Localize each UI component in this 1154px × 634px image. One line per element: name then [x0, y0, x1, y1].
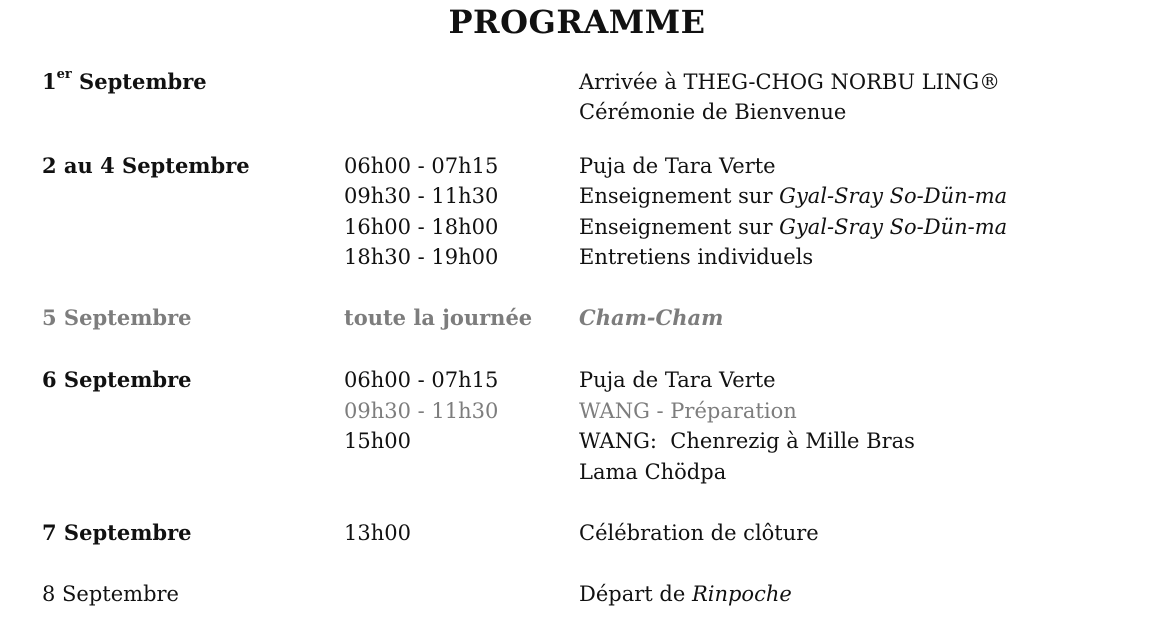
- time-day5: 13h00: [344, 521, 411, 545]
- date-day6: 8 Septembre: [42, 582, 179, 606]
- date-day1: [42, 67, 207, 97]
- activity-day1-1: Arrivée à THEG-CHOG NORBU LING®: [579, 70, 1001, 94]
- time-day4-3: 15h00: [344, 429, 411, 453]
- activity-day6-name: Rinpoche: [691, 582, 792, 606]
- activity-day6: [579, 579, 792, 609]
- date-day4: 6 Septembre: [42, 367, 192, 392]
- activity-day2-3-text: Enseignement sur: [579, 215, 780, 239]
- date-day2: 2 au 4 Septembre: [42, 153, 250, 178]
- activity-day2-1: Puja de Tara Verte: [579, 154, 776, 178]
- activity-day2-4: Entretiens individuels: [579, 245, 814, 269]
- activity-day4-4: Lama Chödpa: [579, 460, 727, 484]
- page-title: PROGRAMME: [448, 3, 706, 41]
- activity-day2-2-text: Enseignement sur: [579, 184, 780, 208]
- activity-day2-3-title: Gyal-Sray So-Dün-ma: [779, 215, 1008, 239]
- activity-day5: Célébration de clôture: [579, 521, 819, 545]
- activity-day1-2: Cérémonie de Bienvenue: [579, 100, 847, 124]
- date-day1-num: 1: [42, 69, 57, 94]
- time-day2-2: 09h30 - 11h30: [344, 184, 499, 208]
- activity-day2-2: [579, 181, 1007, 211]
- activity-day2-2-title: Gyal-Sray So-Dün-ma: [779, 184, 1008, 208]
- activity-day4-3: WANG: Chenrezig à Mille Bras: [579, 429, 915, 453]
- time-day4-1: 06h00 - 07h15: [344, 368, 499, 392]
- time-day2-4: 18h30 - 19h00: [344, 245, 499, 269]
- activity-day3: [579, 303, 723, 333]
- activity-day2-3: [579, 212, 1007, 242]
- activity-day3-title: Cham-Cham: [579, 305, 724, 330]
- date-day3: 5 Septembre: [42, 305, 192, 330]
- date-day5: 7 Septembre: [42, 520, 192, 545]
- time-day3: toute la journée: [344, 305, 533, 330]
- time-day4-2: 09h30 - 11h30: [344, 399, 499, 423]
- activity-day6-text: Départ de: [579, 582, 692, 606]
- date-day1-month: Septembre: [71, 69, 207, 94]
- time-day2-3: 16h00 - 18h00: [344, 215, 499, 239]
- activity-day4-2: WANG - Préparation: [579, 399, 797, 423]
- activity-day4-1: Puja de Tara Verte: [579, 368, 776, 392]
- date-day1-ordinal: er: [56, 67, 72, 82]
- time-day2-1: 06h00 - 07h15: [344, 154, 499, 178]
